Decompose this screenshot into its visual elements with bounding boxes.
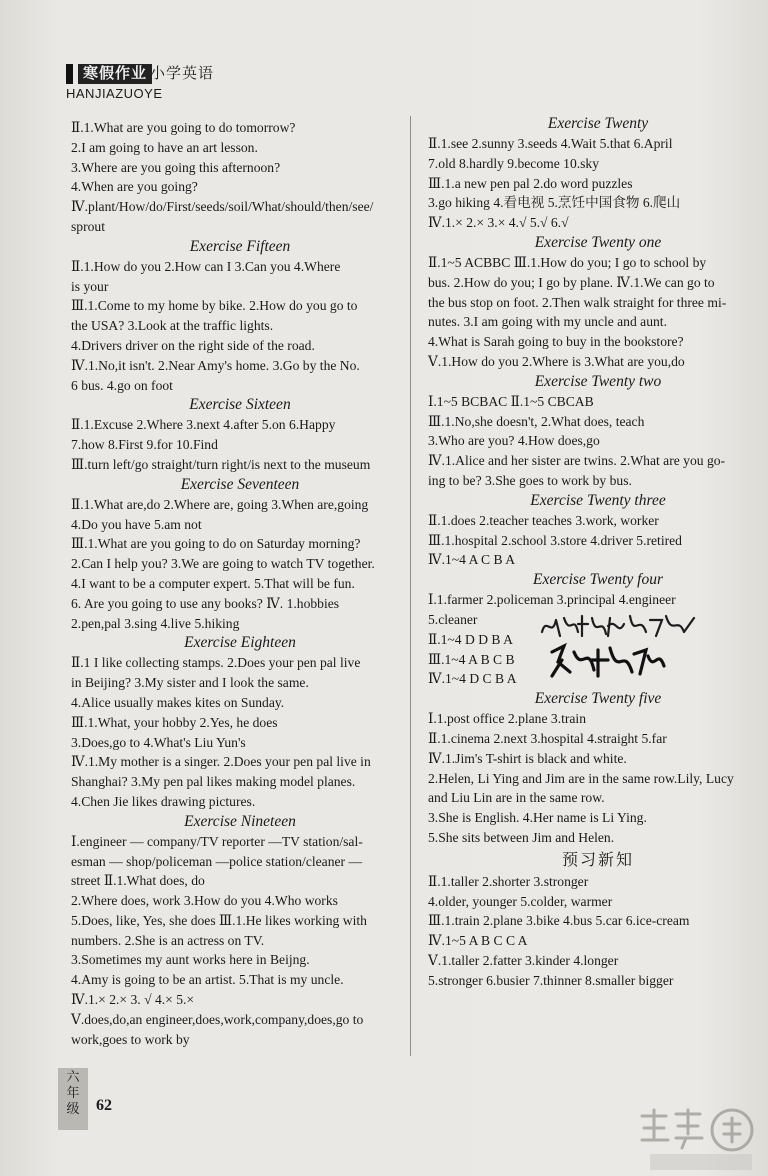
answer-line: 4.Chen Jie likes drawing pictures.: [71, 793, 256, 809]
answer-line: 4.Alice usually makes kites on Sunday.: [71, 694, 285, 710]
answer-line: Ⅰ.1.post office 2.plane 3.train: [428, 711, 587, 727]
answer-line: 3.Does,go to 4.What's Liu Yun's: [71, 734, 246, 750]
exercise-title: Exercise Eighteen: [184, 634, 296, 652]
answer-line: 4.I want to be a computer expert. 5.That will be fun.: [71, 575, 355, 591]
answer-line: 3.Who are you? 4.How does,go: [428, 433, 600, 449]
answer-line: nutes. 3.I am going with my uncle and aunt.: [428, 314, 667, 330]
grade-char: 级: [66, 1102, 80, 1117]
answer-line: 3.Where are you going this afternoon?: [71, 159, 281, 175]
answer-line: Ⅰ.1~5 BCBAC Ⅱ.1~5 CBCAB: [428, 393, 594, 409]
answer-line: Ⅳ.1~4 D C B A: [428, 671, 517, 687]
answer-line: Ⅲ.1.train 2.plane 3.bike 4.bus 5.car 6.ice-cream: [428, 913, 690, 929]
answer-line: Ⅱ.1~4 D D B A: [428, 631, 513, 647]
answer-line: Ⅱ.1.Excuse 2.Where 3.next 4.after 5.on 6.Happy: [71, 417, 336, 433]
answer-line: 2.Can I help you? 3.We are going to watch TV together.: [71, 556, 375, 572]
exercise-title: Exercise Twenty: [547, 115, 649, 132]
handwriting-scribble-icon: [548, 642, 668, 682]
answer-line: 2.Helen, Li Ying and Jim are in the same row.Lily, Lucy: [428, 770, 734, 786]
page-number: 62: [96, 1097, 112, 1114]
answer-line: 5.Does, like, Yes, she does Ⅲ.1.He likes working with: [71, 912, 367, 928]
answer-line: Ⅲ.1.a new pen pal 2.do word puzzles: [428, 175, 633, 191]
answer-line: 7.old 8.hardly 9.become 10.sky: [428, 155, 600, 171]
answer-line: in Beijing? 3.My sister and I look the same.: [71, 675, 309, 691]
answer-line: Ⅳ.1.× 2.× 3. √ 4.× 5.×: [71, 992, 195, 1008]
answer-line: 3.go hiking 4.看电视 5.烹饪中国食物 6.爬山: [428, 195, 681, 211]
exercise-title: Exercise Nineteen: [184, 812, 296, 830]
answer-line: Ⅳ.1~4 A C B A: [428, 552, 516, 568]
exercise-title: Exercise Twenty four: [533, 571, 663, 589]
answer-line: 4.Amy is going to be an artist. 5.That is my uncle.: [71, 972, 344, 988]
grade-tab: [58, 1068, 88, 1130]
exercise-title: Exercise Fifteen: [189, 237, 291, 255]
answer-line: bus. 2.How do you; I go by plane. Ⅳ.1.We can go to: [428, 274, 715, 290]
answer-line: 7.how 8.First 9.for 10.Find: [71, 437, 218, 453]
answer-line: Ⅱ.1.cinema 2.next 3.hospital 4.straight 5.far: [428, 730, 667, 746]
answer-line: Ⅱ.1.What are,do 2.Where are, going 3.When are,going: [71, 496, 369, 512]
answer-line: Ⅲ.1.What are you going to do on Saturday morning?: [71, 536, 361, 552]
column-divider: [410, 116, 411, 1056]
exercise-title: Exercise Twenty two: [534, 372, 662, 390]
answer-line: numbers. 2.She is an actress on TV.: [71, 932, 265, 948]
answer-line: 4.Do you have 5.am not: [71, 516, 202, 532]
answer-line: 5.She sits between Jim and Helen.: [428, 829, 615, 845]
watermark-logo-icon: [636, 1104, 764, 1174]
answer-line: Ⅴ.1.taller 2.fatter 3.kinder 4.longer: [428, 952, 619, 968]
answer-line: 2.pen,pal 3.sing 4.live 5.hiking: [71, 615, 240, 631]
answer-line: 6 bus. 4.go on foot: [71, 377, 173, 393]
answer-line: Ⅴ.1.How do you 2.Where is 3.What are you,do: [428, 353, 685, 369]
answer-line: 2.Where does, work 3.How do you 4.Who works: [71, 893, 338, 909]
preview-section-title: 预习新知: [561, 849, 634, 869]
answer-line: Ⅲ.1.No,she doesn't, 2.What does, teach: [428, 413, 645, 429]
answer-line: sprout: [71, 218, 105, 234]
answer-line: Shanghai? 3.My pen pal likes making model planes.: [71, 774, 356, 790]
answer-line: work,goes to work by: [71, 1031, 190, 1047]
answer-line: Ⅱ.1.taller 2.shorter 3.stronger: [428, 873, 589, 889]
exercise-title: Exercise Twenty one: [534, 233, 662, 251]
answer-line: Ⅲ.1.hospital 2.school 3.store 4.driver 5.retired: [428, 532, 682, 548]
left-answer-column: [71, 118, 409, 1049]
answer-line: 4.What is Sarah going to buy in the bookstore?: [428, 334, 684, 350]
answer-line: Ⅲ.turn left/go straight/turn right/is next to the museum: [71, 456, 371, 472]
answer-line: 4.When are you going?: [71, 179, 198, 195]
answer-line: 4.Drivers driver on the right side of the road.: [71, 337, 315, 353]
answer-line: 5.stronger 6.busier 7.thinner 8.smaller bigger: [428, 972, 674, 988]
grade-char: 年: [66, 1086, 80, 1101]
answer-line: the bus stop on foot. 2.Then walk straight for three mi-: [428, 294, 727, 310]
exercise-title: Exercise Sixteen: [189, 396, 291, 414]
answer-line: esman — shop/policeman —police station/cleaner —: [71, 853, 363, 869]
header-boxed-title: 寒假作业: [78, 64, 152, 84]
exercise-title: Exercise Twenty three: [530, 491, 666, 509]
answer-line: and Liu Lin are in the same row.: [428, 790, 605, 806]
answer-line: Ⅲ.1~4 A B C B: [428, 651, 515, 667]
answer-line: Ⅱ.1 I like collecting stamps. 2.Does your pen pal live: [71, 655, 361, 671]
answer-line: Ⅰ.1.farmer 2.policeman 3.principal 4.engineer: [428, 592, 676, 608]
answer-line: 5.cleaner: [428, 611, 478, 627]
answer-line: Ⅰ.engineer — company/TV reporter —TV station/sal-: [71, 833, 363, 849]
answer-line: Ⅳ.1.My mother is a singer. 2.Does your pen pal live in: [71, 754, 371, 770]
answer-line: Ⅲ.1.Come to my home by bike. 2.How do you go to: [71, 298, 358, 314]
right-answer-column: [428, 114, 768, 990]
grade-char: 六: [66, 1070, 80, 1085]
answer-line: Ⅴ.does,do,an engineer,does,work,company,does,go to: [71, 1011, 364, 1027]
answer-line: Ⅳ.plant/How/do/First/seeds/soil/What/should/then/see/: [71, 199, 374, 215]
answer-line: 3.She is English. 4.Her name is Li Ying.: [428, 810, 647, 826]
header-subtitle: 小学英语: [150, 66, 215, 82]
answer-line: the USA? 3.Look at the traffic lights.: [71, 318, 274, 334]
answer-line: Ⅱ.1.How do you 2.How can I 3.Can you 4.Where: [71, 258, 341, 274]
answer-line: 3.Sometimes my aunt works here in Beijng.: [71, 952, 310, 968]
exercise-title: Exercise Seventeen: [180, 475, 300, 493]
answer-line: Ⅱ.1~5 ACBBC Ⅲ.1.How do you; I go to school by: [428, 254, 707, 270]
header-pinyin: HANJIAZUOYE: [66, 86, 163, 101]
answer-line: is your: [71, 278, 109, 294]
answer-line: Ⅳ.1~5 A B C C A: [428, 933, 528, 949]
answer-line: ing to be? 3.She goes to work by bus.: [428, 472, 632, 488]
answer-line: Ⅳ.1.Jim's T-shirt is black and white.: [428, 750, 627, 766]
answer-line: Ⅱ.1.see 2.sunny 3.seeds 4.Wait 5.that 6.April: [428, 136, 673, 151]
answer-line: street Ⅱ.1.What does, do: [71, 873, 205, 889]
answer-line: 4.older, younger 5.colder, warmer: [428, 893, 613, 909]
answer-line: Ⅳ.1.× 2.× 3.× 4.√ 5.√ 6.√: [428, 215, 569, 231]
answer-line: 2.I am going to have an art lesson.: [71, 139, 258, 155]
exercise-title: Exercise Twenty five: [534, 690, 662, 708]
header-mark: [66, 64, 73, 84]
answer-line: Ⅳ.1.Alice and her sister are twins. 2.What are you go-: [428, 453, 726, 469]
answer-line: Ⅱ.1.does 2.teacher teaches 3.work, worker: [428, 512, 659, 528]
answer-line: Ⅱ.1.What are you going to do tomorrow?: [71, 120, 296, 135]
answer-line: Ⅳ.1.No,it isn't. 2.Near Amy's home. 3.Go by the No.: [71, 357, 360, 373]
answer-line: Ⅲ.1.What, your hobby 2.Yes, he does: [71, 714, 278, 730]
answer-line: 6. Are you going to use any books? Ⅳ. 1.hobbies: [71, 595, 340, 611]
handwriting-scribble-icon: [538, 610, 698, 642]
